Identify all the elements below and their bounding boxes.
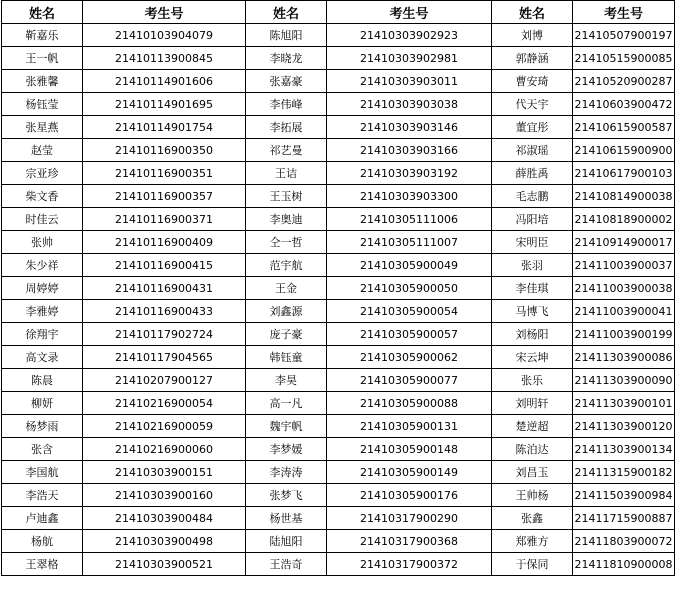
name-cell: 杨航 (2, 530, 83, 553)
name-cell: 李浩天 (2, 484, 83, 507)
exam-number-cell: 21410216900054 (83, 392, 246, 415)
name-cell: 张鑫 (492, 507, 573, 530)
exam-number-cell: 21410305900057 (327, 323, 492, 346)
table-row (2, 116, 675, 139)
exam-number-cell: 21410305900088 (327, 392, 492, 415)
name-cell: 张嘉豪 (246, 70, 327, 93)
exam-number-cell: 21411303900101 (573, 392, 675, 415)
exam-number-cell: 21410216900059 (83, 415, 246, 438)
exam-number-cell: 21410317900372 (327, 553, 492, 576)
name-cell: 陈晨 (2, 369, 83, 392)
table-row (2, 231, 675, 254)
exam-number-cell: 21410507900197 (573, 24, 675, 47)
table-row (2, 323, 675, 346)
exam-number-header: 考生号 (83, 1, 246, 24)
name-cell: 杨世基 (246, 507, 327, 530)
name-cell: 冯阳培 (492, 208, 573, 231)
name-cell: 张梦飞 (246, 484, 327, 507)
exam-number-cell: 21410303900521 (83, 553, 246, 576)
name-cell: 祁淑瑶 (492, 139, 573, 162)
exam-number-cell: 21410914900017 (573, 231, 675, 254)
name-cell: 刘明轩 (492, 392, 573, 415)
name-cell: 李雅婷 (2, 300, 83, 323)
exam-number-cell: 21410303900498 (83, 530, 246, 553)
exam-number-cell: 21410303903300 (327, 185, 492, 208)
exam-number-cell: 21410207900127 (83, 369, 246, 392)
name-cell: 刘博 (492, 24, 573, 47)
exam-number-cell: 21410818900002 (573, 208, 675, 231)
name-cell: 魏宇帆 (246, 415, 327, 438)
exam-number-cell: 21410116900433 (83, 300, 246, 323)
table-row (2, 162, 675, 185)
exam-number-cell: 21410114901606 (83, 70, 246, 93)
name-cell: 毛志鹏 (492, 185, 573, 208)
exam-number-cell: 21410515900085 (573, 47, 675, 70)
name-cell: 李昊 (246, 369, 327, 392)
table-row (2, 392, 675, 415)
name-cell: 王一帆 (2, 47, 83, 70)
name-cell: 李伟峰 (246, 93, 327, 116)
name-cell: 王诘 (246, 162, 327, 185)
name-cell: 王金 (246, 277, 327, 300)
exam-number-cell: 21410520900287 (573, 70, 675, 93)
name-cell: 朱少祥 (2, 254, 83, 277)
table-row (2, 254, 675, 277)
exam-number-cell: 21411003900038 (573, 277, 675, 300)
name-cell: 时佳云 (2, 208, 83, 231)
name-cell: 宗亚珍 (2, 162, 83, 185)
name-cell: 董宜彤 (492, 116, 573, 139)
exam-number-cell: 21410603900472 (573, 93, 675, 116)
exam-number-cell: 21410114901754 (83, 116, 246, 139)
table-row (2, 300, 675, 323)
name-cell: 张雅馨 (2, 70, 83, 93)
name-cell: 庞子豪 (246, 323, 327, 346)
exam-number-cell: 21411303900120 (573, 415, 675, 438)
exam-number-cell: 21410117902724 (83, 323, 246, 346)
exam-number-cell: 21410305900050 (327, 277, 492, 300)
exam-number-cell: 21410617900103 (573, 162, 675, 185)
name-cell: 张含 (2, 438, 83, 461)
exam-number-cell: 21410113900845 (83, 47, 246, 70)
exam-number-header: 考生号 (327, 1, 492, 24)
exam-number-cell: 21410317900290 (327, 507, 492, 530)
table-row (2, 93, 675, 116)
exam-number-cell: 21411715900887 (573, 507, 675, 530)
name-cell: 张羽 (492, 254, 573, 277)
name-cell: 张帅 (2, 231, 83, 254)
table-row (2, 369, 675, 392)
name-cell: 靳嘉乐 (2, 24, 83, 47)
exam-number-cell: 21410615900900 (573, 139, 675, 162)
exam-number-cell: 21410305900062 (327, 346, 492, 369)
exam-number-cell: 21410305900176 (327, 484, 492, 507)
name-cell: 王翠格 (2, 553, 83, 576)
name-cell: 李奥迪 (246, 208, 327, 231)
name-cell: 李佳琪 (492, 277, 573, 300)
exam-number-cell: 21410303902923 (327, 24, 492, 47)
exam-number-cell: 21411303900134 (573, 438, 675, 461)
roster-body (2, 24, 675, 576)
name-cell: 高一凡 (246, 392, 327, 415)
exam-number-cell: 21410303903166 (327, 139, 492, 162)
exam-number-cell: 21410305111006 (327, 208, 492, 231)
name-cell: 宋明臣 (492, 231, 573, 254)
name-cell: 陈旭阳 (246, 24, 327, 47)
exam-number-cell: 21411303900086 (573, 346, 675, 369)
exam-number-cell: 21410116900350 (83, 139, 246, 162)
exam-number-cell: 21411503900984 (573, 484, 675, 507)
exam-number-cell: 21410814900038 (573, 185, 675, 208)
table-row (2, 277, 675, 300)
exam-number-cell: 21410116900431 (83, 277, 246, 300)
name-cell: 李拓展 (246, 116, 327, 139)
table-row (2, 553, 675, 576)
table-row (2, 208, 675, 231)
exam-number-cell: 21410303900160 (83, 484, 246, 507)
exam-number-cell: 21410305900148 (327, 438, 492, 461)
exam-number-cell: 21410305900131 (327, 415, 492, 438)
exam-number-cell: 21410305111007 (327, 231, 492, 254)
name-cell: 王玉树 (246, 185, 327, 208)
exam-number-cell: 21410305900149 (327, 461, 492, 484)
name-cell: 柳妍 (2, 392, 83, 415)
name-cell: 郭静涵 (492, 47, 573, 70)
name-cell: 仝一哲 (246, 231, 327, 254)
exam-number-cell: 21410303903146 (327, 116, 492, 139)
exam-number-cell: 21410216900060 (83, 438, 246, 461)
exam-number-cell: 21410303903192 (327, 162, 492, 185)
name-cell: 韩钰童 (246, 346, 327, 369)
table-row (2, 484, 675, 507)
table-row (2, 47, 675, 70)
exam-number-cell: 21410116900357 (83, 185, 246, 208)
name-cell: 刘鑫源 (246, 300, 327, 323)
roster-table (1, 0, 675, 576)
name-cell: 陆旭阳 (246, 530, 327, 553)
name-cell: 徐翔宇 (2, 323, 83, 346)
exam-number-cell: 21410114901695 (83, 93, 246, 116)
table-row (2, 461, 675, 484)
name-header: 姓名 (246, 1, 327, 24)
table-row (2, 70, 675, 93)
table-row (2, 507, 675, 530)
table-row (2, 185, 675, 208)
exam-number-cell: 21410305900049 (327, 254, 492, 277)
exam-number-cell: 21410303903011 (327, 70, 492, 93)
name-cell: 范宇航 (246, 254, 327, 277)
name-cell: 宋云坤 (492, 346, 573, 369)
exam-number-cell: 21411803900072 (573, 530, 675, 553)
exam-number-cell: 21410116900371 (83, 208, 246, 231)
table-row (2, 24, 675, 47)
exam-number-cell: 21411003900037 (573, 254, 675, 277)
exam-number-cell: 21410116900351 (83, 162, 246, 185)
name-cell: 曹安琦 (492, 70, 573, 93)
name-cell: 于保同 (492, 553, 573, 576)
name-cell: 刘昌玉 (492, 461, 573, 484)
exam-number-cell: 21411303900090 (573, 369, 675, 392)
exam-number-cell: 21410116900415 (83, 254, 246, 277)
name-cell: 杨梦雨 (2, 415, 83, 438)
name-cell: 卢迪鑫 (2, 507, 83, 530)
name-cell: 高文录 (2, 346, 83, 369)
name-cell: 郑雅方 (492, 530, 573, 553)
table-row (2, 438, 675, 461)
name-cell: 代天宇 (492, 93, 573, 116)
name-cell: 薛胜禹 (492, 162, 573, 185)
name-cell: 周婷婷 (2, 277, 83, 300)
exam-number-header: 考生号 (573, 1, 675, 24)
exam-number-cell: 21411810900008 (573, 553, 675, 576)
name-cell: 李梦媛 (246, 438, 327, 461)
exam-number-cell: 21411003900041 (573, 300, 675, 323)
name-cell: 赵莹 (2, 139, 83, 162)
exam-number-cell: 21410303900484 (83, 507, 246, 530)
name-header: 姓名 (492, 1, 573, 24)
header-row (2, 1, 675, 24)
exam-number-cell: 21410317900368 (327, 530, 492, 553)
exam-number-cell: 21410303900151 (83, 461, 246, 484)
table-row (2, 346, 675, 369)
exam-number-cell: 21410303903038 (327, 93, 492, 116)
exam-number-cell: 21411003900199 (573, 323, 675, 346)
exam-number-cell: 21410305900077 (327, 369, 492, 392)
name-cell: 王浩奇 (246, 553, 327, 576)
name-cell: 张乐 (492, 369, 573, 392)
name-cell: 祁艺曼 (246, 139, 327, 162)
exam-number-cell: 21410615900587 (573, 116, 675, 139)
name-cell: 楚逆超 (492, 415, 573, 438)
exam-number-cell: 21410305900054 (327, 300, 492, 323)
exam-number-cell: 21410116900409 (83, 231, 246, 254)
name-cell: 马博飞 (492, 300, 573, 323)
name-cell: 柴文香 (2, 185, 83, 208)
name-cell: 李国航 (2, 461, 83, 484)
name-cell: 陈泊达 (492, 438, 573, 461)
exam-number-cell: 21410103904079 (83, 24, 246, 47)
table-row (2, 415, 675, 438)
exam-number-cell: 21410303902981 (327, 47, 492, 70)
name-cell: 王帅杨 (492, 484, 573, 507)
table-row (2, 139, 675, 162)
name-cell: 李晓龙 (246, 47, 327, 70)
exam-number-cell: 21411315900182 (573, 461, 675, 484)
table-row (2, 530, 675, 553)
name-cell: 刘杨阳 (492, 323, 573, 346)
name-cell: 张星燕 (2, 116, 83, 139)
name-cell: 杨钰莹 (2, 93, 83, 116)
name-cell: 李涛涛 (246, 461, 327, 484)
name-header: 姓名 (2, 1, 83, 24)
exam-number-cell: 21410117904565 (83, 346, 246, 369)
